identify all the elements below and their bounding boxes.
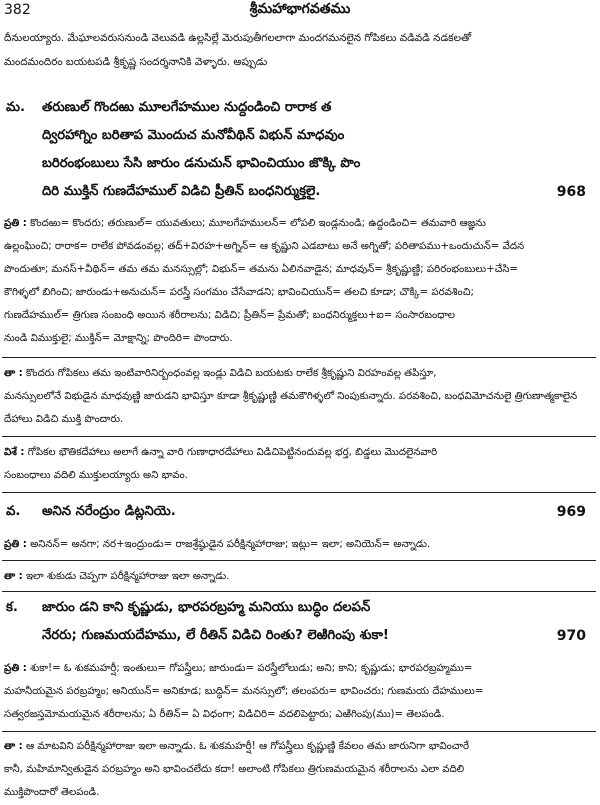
gloss-line	[4, 362, 596, 385]
gloss-text: కొందరు గోపికలు తమ ఇంటివారినిర్బంధంవల్ల ఇండ్లు విడిచి బయటకు రాలేక శ్రీకృష్ణుని విరహంవల్ల తపిస్తూ,	[26, 368, 437, 379]
gloss-line	[4, 735, 596, 758]
gloss-line: పొందుతూ; మనస్+వీథిన్= తమ తమ మనస్సుల్లో; విభున్= తమను ఏలినవాడైన; మాధవున్= శ్రీకృష్ణుణ్ణి; పరిరంభంబులు+చేసి=	[4, 264, 519, 275]
gloss-line: గుణదేహముల్= త్రిగుణ సంబంధి అయిన శరీరాలను; విడిచి; ప్రీతిన్= ప్రేమతో; బంధనిర్ముక్తలు+ఐ= సంసారబంధాల	[4, 310, 456, 321]
section-divider	[2, 591, 596, 592]
gloss-text: అనినన్= అనగా; నర+ఇంద్రుండు= రాజశ్రేష్ఠుడైన పరీక్షిన్మహారాజు; ఇట్లు= ఇలా; అనియెన్= అన్నాడు.	[30, 539, 431, 550]
verse-line: జారుం డని కాని కృష్ణుడు, భారపరబ్రహ్మ మనియు బుద్ధిం దలపన్	[42, 600, 371, 615]
section-label: ప్రతి :	[4, 663, 27, 674]
gloss-line	[4, 441, 596, 464]
page-header	[0, 0, 600, 24]
gloss-text: ఇలా శుకుడు చెప్పగా పరీక్షిన్మహారాజు ఇలా అన్నాడు.	[26, 571, 230, 582]
section-label: ప్రతి :	[4, 539, 27, 550]
section-label: తా :	[4, 741, 23, 752]
gloss-line	[4, 212, 596, 235]
gloss-line: సంబంధాలు వదిలి ముక్తులయ్యారు అని భావం.	[4, 470, 188, 481]
verse-line: తరుణుల్ గొందఱు మూలగేహముల నుద్దండించి రారాక త	[42, 100, 332, 115]
page-number: 382	[4, 2, 31, 18]
gloss-line: నుండి విముక్తులై; ముక్తిన్= మోక్షాన్ని; పొందిరి= పొందారు.	[4, 333, 233, 344]
gloss-line: ముక్తిపొందారో తెలపండి.	[4, 787, 100, 798]
verse-marker: వ.	[6, 504, 21, 519]
gloss-text: గోపికల భౌతికదేహాలు అలాగే ఉన్నా వారి గుణాధారదేహాలు విడిచిపెట్టినందువల్ల భర్త, బిడ్డలు మొదలైనవారి	[27, 447, 438, 458]
verse-number: 970	[556, 628, 586, 644]
gloss-text: కొందఱు= కొందరు; తరుణుల్= యువతులు; మూలగేహములన్= లోపలి ఇండ్లనుండి; ఉద్దండించి= తమవారి ఆజ్ఞను	[30, 218, 486, 229]
verse-marker: మ.	[6, 100, 25, 115]
gloss-line	[4, 565, 596, 588]
running-title: శ్రీమహాభాగవతము	[249, 1, 351, 17]
section-divider	[2, 357, 596, 358]
verse-line: దిరి ముక్తిన్ గుణదేహముల్ విడిచి ప్రీతిన్ బంధనిర్ముక్తలై.	[42, 184, 321, 199]
gloss-line	[4, 533, 596, 556]
section-label: ప్రతి :	[4, 218, 27, 229]
verse-line: బరిరంభంబులు సేసి జారుం డనుచున్ భావించియుం జొక్కి పొం	[42, 156, 361, 171]
section-label: తా :	[4, 571, 23, 582]
gloss-line: దేహాలు విడిచి ముక్తి పొందారు.	[4, 414, 124, 425]
verse-line: అనిన నరేంద్రుం డిట్లనియె.	[42, 504, 176, 519]
intro-line: మందమందిరం బయటపడి శ్రీకృష్ణ సందర్శనానికి వెళ్ళారు. అప్పుడు	[4, 56, 268, 68]
gloss-line	[4, 657, 596, 680]
verse-line: ద్విరహాగ్నిం బరితాప మొందుచ మనోవీథిన్ విభున్ మాధవుం	[42, 128, 345, 143]
gloss-text: శుకా!= ఓ శుకమహర్షీ; ఇంతులు= గోపస్త్రీలు; జారుండు= పరస్త్రీలోలుడు; అని; కాని; కృష్ణుడు; భారపరబ్రహ్మము=	[30, 663, 473, 674]
gloss-line: ఉల్లంఘించి; రారాక= రాలేక పోవడంవల్ల; తద్+విరహ+అగ్నిన్= ఆ కృష్ణుని ఎడబాటు అనే అగ్నితో; పరితాపము+ఒందుచున్= వేదన	[4, 241, 525, 252]
verse-marker: క.	[6, 600, 18, 615]
section-divider	[2, 492, 596, 493]
section-divider	[2, 731, 596, 732]
section-label: తా :	[4, 368, 23, 379]
intro-line: దీనులయ్యారు. మేఘాలవరుసనుండి వెలువడి ఉల్లసిల్లే మెరుపుతీగలలాగా మందగమనలైన గోపికలు వడివడి నడకలతో	[4, 32, 472, 44]
verse-number: 969	[556, 504, 586, 520]
gloss-line: కౌగిళ్ళలో బిగించి; జారుండు+అనుచున్= పరస్త్రీ సంగమం చేసేవాడని; భావించియున్= తలచి కూడా; చొక్కి= పరవశించి;	[4, 287, 474, 298]
gloss-line: కానీ, మహిమాన్వితుడైన పరబ్రహ్మం అని భావించలేదు కదా! అలాంటి గోపికలు త్రిగుణమయమైన శరీరాలను ఎలా వదిలి	[4, 764, 465, 775]
gloss-line: మనస్సులలోనే విభుడైన మాధవుణ్ణి జారుడని భావిస్తూ కూడా శ్రీకృష్ణుణ్ణి తమకౌగిళ్ళలో నింపుకున్నారు. పరవశించి, బంధవిమోచనులై త్రిగుణాత్మకాలైన	[4, 391, 578, 402]
gloss-line: సత్వరజస్తమోమయమైన శరీరాలను; ఏ రీతిన్= ఏ విధంగా; విడిచిరి= వదలిపెట్టారు; ఎఱిగింపు(ము)= తెలపండి.	[4, 709, 445, 720]
verse-number: 968	[556, 184, 586, 200]
gloss-text: ఆ మాటవిని పరీక్షిన్మహారాజు ఇలా అన్నాడు. ఓ శుకమహర్షీ! ఆ గోపస్త్రీలు కృష్ణుణ్ణి కేవలం తమ జారునిగా భావించారే	[26, 741, 470, 752]
section-label: విశే :	[4, 447, 25, 458]
section-divider	[2, 560, 596, 561]
section-divider	[2, 436, 596, 437]
verse-line: నేరరు; గుణమయదేహము, లే రీతిన్ విడిచి రింతు? లెఱిగింపు శుకా!	[42, 628, 389, 643]
gloss-line: మహనీయమైన పరబ్రహ్మం; అనియున్= అనికూడ; బుద్ధిన్= మనస్సులో; తలంపరు= భావించరు; గుణమయ దేహములు=	[4, 686, 484, 697]
